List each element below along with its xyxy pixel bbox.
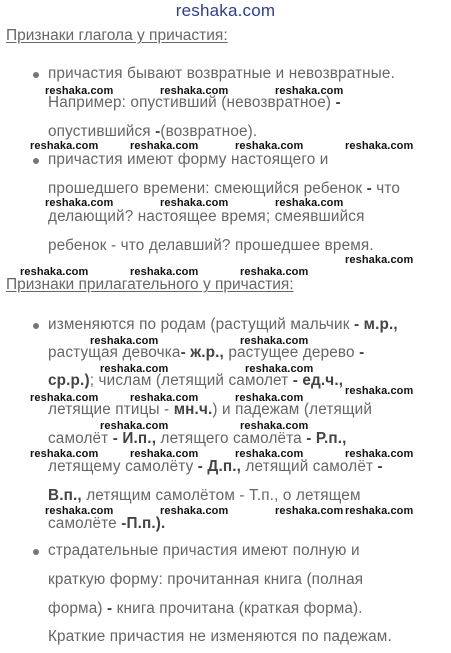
bold-run: - bbox=[366, 180, 372, 197]
bold-run: В.п., bbox=[48, 487, 82, 504]
text-run: книга прочитана (краткая форма). bbox=[112, 600, 363, 617]
text-run: изменяются по родам (растущий мальчик bbox=[48, 316, 354, 333]
text-run: самолёте bbox=[48, 515, 122, 532]
text-line bbox=[48, 542, 360, 560]
bold-run: - bbox=[155, 123, 161, 140]
text-run: что bbox=[371, 180, 401, 197]
text-run: растущее дерево bbox=[223, 344, 360, 361]
watermark: reshaka.com bbox=[130, 392, 199, 404]
text-run: причастия бывают возвратные и невозвратные. bbox=[48, 65, 395, 82]
watermark: reshaka.com bbox=[345, 505, 414, 517]
bold-run: - ед.ч., bbox=[292, 372, 344, 389]
section-heading-verb-features: Признаки глагола у причастия: bbox=[6, 27, 228, 44]
text-line bbox=[48, 316, 398, 334]
text-line bbox=[48, 65, 395, 83]
bullet-icon bbox=[33, 323, 39, 329]
text-run: прошедшего времени: смеющийся ребенок bbox=[48, 180, 367, 197]
watermark: reshaka.com bbox=[275, 197, 344, 209]
text-run: причастия имеют форму настоящего и bbox=[48, 151, 329, 168]
text-run: самолёт bbox=[48, 430, 113, 447]
text-line bbox=[48, 151, 329, 169]
watermark: reshaka.com bbox=[45, 197, 114, 209]
bold-run: - ж.р., bbox=[180, 344, 224, 361]
watermark: reshaka.com bbox=[345, 254, 414, 266]
text-line bbox=[48, 123, 257, 141]
watermark: reshaka.com bbox=[130, 140, 199, 152]
watermark: reshaka.com bbox=[160, 505, 229, 517]
watermark: reshaka.com bbox=[90, 335, 159, 347]
bold-run: - bbox=[107, 600, 113, 617]
text-line bbox=[48, 458, 383, 476]
text-run: делающий? настоящее время; смеявшийся bbox=[48, 208, 365, 225]
section-heading-adjective-features: Признаки прилагательного у причастия: bbox=[6, 276, 294, 293]
watermark: reshaka.com bbox=[30, 448, 99, 460]
bold-run: - Д.п., bbox=[197, 458, 242, 475]
text-run: опустившийся bbox=[48, 123, 156, 140]
text-run: ) и падежам (летящий bbox=[212, 401, 373, 418]
text-line bbox=[48, 600, 363, 618]
watermark: reshaka.com bbox=[345, 385, 414, 397]
text-run: летящего самолёта bbox=[156, 430, 307, 447]
watermark: reshaka.com bbox=[30, 140, 99, 152]
bullet-icon bbox=[33, 549, 39, 555]
bullet-icon bbox=[33, 158, 39, 164]
watermark: reshaka.com bbox=[345, 140, 414, 152]
text-line bbox=[48, 430, 347, 448]
text-run: летящие птицы - bbox=[48, 401, 174, 418]
site-logo: reshaka.com bbox=[175, 1, 276, 20]
watermark: reshaka.com bbox=[160, 197, 229, 209]
watermark: reshaka.com bbox=[345, 448, 414, 460]
bold-run: - bbox=[377, 458, 383, 475]
text-run: страдательные причастия имеют полную и bbox=[48, 542, 360, 559]
text-run: летящим самолётом - Т.п., о летящем bbox=[81, 487, 361, 504]
watermark: reshaka.com bbox=[240, 335, 309, 347]
bold-run: - И.п., bbox=[112, 430, 157, 447]
text-run: ; числам (летящий самолет bbox=[89, 372, 293, 389]
text-line bbox=[48, 208, 365, 226]
watermark: reshaka.com bbox=[20, 266, 89, 278]
watermark: reshaka.com bbox=[30, 392, 99, 404]
watermark: reshaka.com bbox=[275, 85, 344, 97]
watermark: reshaka.com bbox=[235, 448, 304, 460]
watermark: reshaka.com bbox=[100, 420, 169, 432]
watermark: reshaka.com bbox=[130, 448, 199, 460]
text-run: летящий самолёт bbox=[241, 458, 378, 475]
watermark: reshaka.com bbox=[45, 85, 114, 97]
text-run: ребенок - что делавший? прошедшее время. bbox=[48, 237, 374, 254]
watermark: reshaka.com bbox=[240, 266, 309, 278]
bold-run: - м.р., bbox=[353, 316, 398, 333]
watermark: reshaka.com bbox=[100, 363, 169, 375]
bold-run: - bbox=[359, 344, 365, 361]
watermark: reshaka.com bbox=[235, 392, 304, 404]
text-line bbox=[48, 515, 165, 533]
text-run: Например: опустивший (невозвратное) bbox=[48, 94, 336, 111]
bold-run: - Р.п., bbox=[306, 430, 347, 447]
bold-run: -П.п.). bbox=[121, 515, 166, 532]
bold-run: ср.р.) bbox=[48, 372, 90, 389]
watermark: reshaka.com bbox=[160, 85, 229, 97]
text-run: растущая девочка bbox=[48, 344, 181, 361]
text-line bbox=[48, 571, 363, 589]
bold-run: - bbox=[335, 94, 341, 111]
bold-run: мн.ч. bbox=[173, 401, 213, 418]
watermark: reshaka.com bbox=[245, 363, 314, 375]
watermark: reshaka.com bbox=[235, 140, 304, 152]
text-line bbox=[48, 180, 400, 198]
watermark: reshaka.com bbox=[275, 505, 344, 517]
text-line bbox=[48, 628, 392, 646]
text-run: (возвратное). bbox=[160, 123, 258, 140]
text-run: краткую форму: прочитанная книга (полная bbox=[48, 571, 364, 588]
text-line bbox=[48, 237, 374, 255]
text-run: форма) bbox=[48, 600, 108, 617]
bullet-icon bbox=[33, 72, 39, 78]
text-line bbox=[48, 487, 361, 505]
text-run: Краткие причастия не изменяются по падежам. bbox=[48, 628, 392, 645]
watermark: reshaka.com bbox=[130, 266, 199, 278]
watermark: reshaka.com bbox=[45, 505, 114, 517]
watermark: reshaka.com bbox=[240, 420, 309, 432]
text-run: летящему самолёту bbox=[48, 458, 198, 475]
